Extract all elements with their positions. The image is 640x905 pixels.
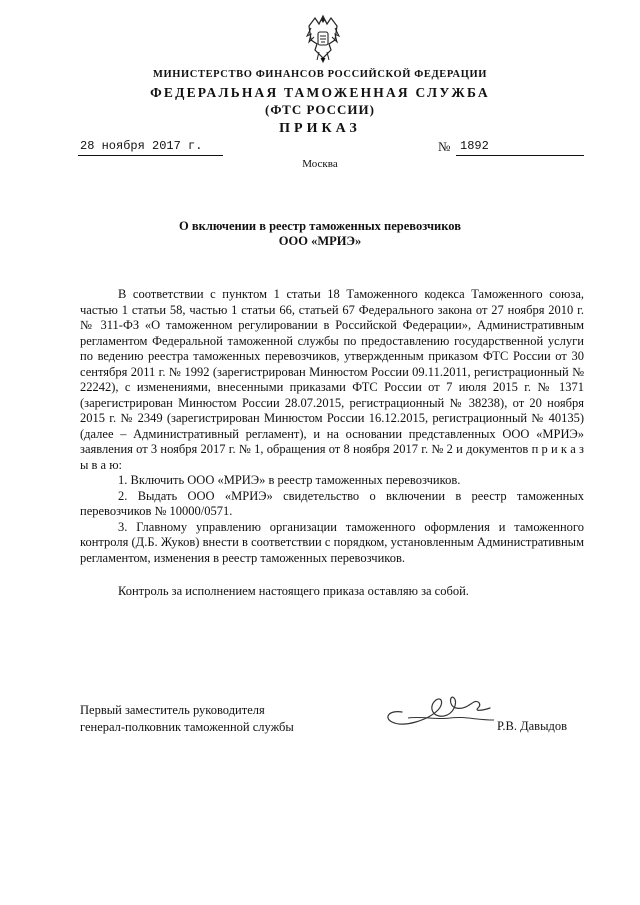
order-word: п р и к а з ы в а ю: bbox=[80, 442, 584, 472]
ministry-name: МИНИСТЕРСТВО ФИНАНСОВ РОССИЙСКОЙ ФЕДЕРАЦИИ bbox=[152, 69, 488, 80]
preamble-text: В соответствии с пунктом 1 статьи 18 Таможенного кодекса Таможенного союза, частью 1 статьи 58, частью 1 статьи 66, статьей 67 Федерального закона от 27 ноября 2010 г. № 311-ФЗ «О таможенном регулировании в Российской Федерации», Административным регламентом Федеральной таможенной службы по предоставлению государственной услуги по ведению реестра таможенных перевозчиков, утвержденным приказом ФТС России от 30 сентября 2011 г. № 1992 (зарегистрирован Минюстом России 09.11.2011, регистрационный № 22242), с изменениями, внесенными приказами ФТС России от 7 июля 2015 г. № 1371 (зарегистрирован Минюстом России 28.07.2015, регистрационный № 38238), от 20 ноября 2015 г. № 2349 (зарегистрирован Минюстом России 16.12.2015, регистрационный № 40135) (далее – Административный регламент), и на основании представленных ООО «МРИЭ» заявления от 3 ноября 2017 г. № 1, обращения от 8 ноября 2017 г. № 2 и документов bbox=[80, 287, 584, 456]
preamble-paragraph bbox=[80, 287, 584, 473]
service-short-name: (ФТС РОССИИ) bbox=[265, 102, 375, 117]
signer-position-line2: генерал-полковник таможенной службы bbox=[80, 720, 294, 734]
document-title-line2: ООО «МРИЭ» bbox=[278, 234, 362, 248]
document-type: ПРИКАЗ bbox=[279, 121, 361, 136]
service-name: ФЕДЕРАЛЬНАЯ ТАМОЖЕННАЯ СЛУЖБА bbox=[150, 85, 490, 100]
order-date: 28 ноября 2017 г. bbox=[80, 139, 203, 153]
order-item-1: 1. Включить ООО «МРИЭ» в реестр таможенных перевозчиков. bbox=[118, 473, 461, 487]
document-title-line1: О включении в реестр таможенных перевозчиков bbox=[179, 219, 461, 233]
city: Москва bbox=[302, 158, 338, 170]
handwritten-signature bbox=[378, 682, 498, 730]
document-body bbox=[80, 287, 584, 600]
number-sign: № bbox=[438, 139, 451, 154]
signer-position-line1: Первый заместитель руководителя bbox=[80, 703, 265, 717]
order-number: 1892 bbox=[460, 139, 489, 153]
signer-name: Р.В. Давыдов bbox=[497, 719, 567, 733]
signer-position bbox=[80, 702, 294, 736]
number-underline bbox=[456, 155, 584, 156]
order-item-2: 2. Выдать ООО «МРИЭ» свидетельство о включении в реестр таможенных перевозчиков № 10000/0571. bbox=[80, 488, 584, 518]
control-paragraph: Контроль за исполнением настоящего приказа оставляю за собой. bbox=[118, 584, 469, 598]
order-item-3: 3. Главному управлению организации таможенного оформления и таможенного контроля (Д.Б. Жуков) внести в соответствии с порядком, установленным Административным регламентом, изменения в реестр таможенных перевозчиков. bbox=[80, 519, 584, 565]
date-underline bbox=[78, 155, 223, 156]
coat-of-arms-icon bbox=[305, 14, 341, 64]
